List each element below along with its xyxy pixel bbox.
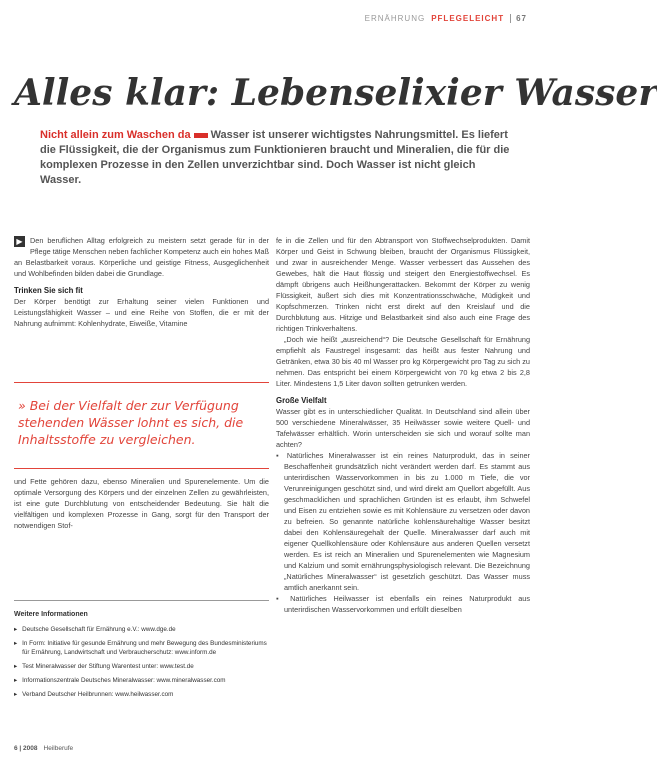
info-heading: Weitere Informationen <box>14 611 88 618</box>
left-column-continued <box>14 476 269 531</box>
info-box-rule <box>14 600 269 601</box>
lead-text: Wasser ist unserer wichtigstes Nahrungsmittel. Es liefert die Flüssigkeit, die der Organismus zum Funktionieren braucht und Mineralien, die für die komplexen Prozesse in den Zellen unverzichtbar sind. Doch Wasser ist nicht gleich Wasser. <box>40 129 510 186</box>
left-column <box>14 235 269 329</box>
list-item-text: Natürliches Heilwasser ist ebenfalls ein reines Naturprodukt aus unterirdischen Wasservorkommen und erfüllt dieselben <box>284 594 530 614</box>
bullet-icon: ▸ <box>14 640 18 647</box>
article-lead <box>40 128 510 188</box>
info-link[interactable]: Test Mineralwasser der Stiftung Warentest unter: www.test.de <box>22 663 194 670</box>
info-link[interactable]: In Form: Initiative für gesunde Ernährung und mehr Bewegung des Bundesministeriums für Ernährung, Landwirtschaft und Verbraucherschutz: www.inform.de <box>22 640 267 656</box>
info-item <box>14 676 269 685</box>
section2-heading: Große Vielfalt <box>276 396 327 405</box>
page-number: 67 <box>510 14 527 23</box>
list-item: ▪ Natürliches Mineralwasser ist ein reines Naturprodukt, das in seiner Beschaffenheit grundsätzlich nicht verändert werden darf. Es stammt aus unterirdischen Wasservorkommen in bis zu 1.000 m Tiefe, die vor Verunreinigungen geschützt sind, und wird direkt am Quellort abgefüllt. Aus geschmacklichen und sprachlichen Gründen ist es erlaubt, ihm Schwefel und Eisen zu entziehen sowie es mit Kohlensäure zu versetzen oder davon zu befreien. So genannte natürliche kohlensäurehaltige Wasser besitzt dabei den Kohlensäuregehalt der Quelle. Mineralwasser darf auch mit eigener Quellkohlensäure oder Kohlensäure aus anderen Quellen versetzt werden. Es ist reich an Mineralien und Spurenelementen wie Magnesium und Kalzium und somit ernährungsphysiologisch relevant. Die Bezeichnung „Natürliches Mineralwasser“ ist gesetzlich geschützt. Das Wasser muss amtlich anerkannt sein. <box>276 451 530 592</box>
list-item: ▪ Natürliches Heilwasser ist ebenfalls ein reines Naturprodukt aus unterirdischen Wasservorkommen und erfüllt dieselben <box>276 594 530 614</box>
subsection-label: PFLEGELEICHT <box>431 14 505 23</box>
info-link[interactable]: Verband Deutscher Heilbrunnen: www.heilwasser.com <box>22 691 174 698</box>
info-link[interactable]: Deutsche Gesellschaft für Ernährung e.V.: www.dge.de <box>22 626 176 633</box>
lead-dash <box>194 133 208 138</box>
right-paragraph-3: Wasser gibt es in unterschiedlicher Qualität. In Deutschland sind allein über 500 verschiedene Mineralwässer, 35 Heilwässer sowie weitere Quell- und Tafelwässer erhältlich. Worin unterscheiden sie sich und worauf sollte man achten? <box>276 407 530 449</box>
page-footer <box>14 745 73 752</box>
pull-quote: » Bei der Vielfalt der zur Verfügung stehenden Wässer lohnt es sich, die Inhaltsstoffe zu vergleichen. <box>14 382 269 448</box>
bullet-icon: ▸ <box>14 626 18 633</box>
bullet-list <box>276 450 530 615</box>
page-header <box>365 14 527 23</box>
section-label: ERNÄHRUNG <box>364 14 426 23</box>
article-title: Alles klar: Lebenselixier Wasser <box>14 72 657 114</box>
info-item <box>14 662 269 671</box>
footer-page: 6 | 2008 <box>14 745 38 752</box>
info-box <box>14 610 269 704</box>
bullet-icon: ▸ <box>14 663 18 670</box>
footer-brand: Heilberufe <box>43 745 74 752</box>
right-paragraph-1: fe in die Zellen und für den Abtransport von Stoffwechselprodukten. Damit Körper und Geist in Schwung bleiben, braucht der Organismus Flüssigkeit, und zwar in ausreichender Menge. Wasser verbessert das Aussehen des Gewebes, hält die Haut flüssig und steigert den Energiestoffwechsel. Es dämpft übrigens auch Heißhungerattacken. Bekommt der Körper zu wenig Flüssigkeit, äußert sich dies mit Konzentrationsschwäche, Müdigkeit und Kopfschmerzen. Trinken nicht erst direkt auf den Kreislauf und die Durchblutung aus. Hitzige und Belastbarkeit sind also auch eine Frage des richtigen Trinkverhaltens. <box>276 236 530 333</box>
bullet-icon: ▸ <box>14 691 18 698</box>
section1-text: Der Körper benötigt zur Erhaltung seiner vielen Funktionen und Leistungsfähigkeit Wasser – und eine Reihe von Stoffen, die er mit der Nahrung aufnimmt: Kohlenhydrate, Eiweiße, Vitamine <box>14 297 269 328</box>
info-link[interactable]: Informationszentrale Deutsches Mineralwasser: www.mineralwasser.com <box>22 677 226 684</box>
right-column <box>276 235 530 615</box>
right-paragraph-2: „Doch wie heißt „ausreichend“? Die Deutsche Gesellschaft für Ernährung empfiehlt als Faustregel insgesamt: das heißt aus fester Nahrung und Getränken, etwa 30 bis 40 ml Wasser pro kg Körpergewicht pro Tag zu sich zu nehmen. Das entspricht bei einem Körpergewicht von 70 kg etwa 2 bis 2,8 Liter. Mindestens 1,5 Liter davon sollten getrunken werden. <box>276 335 530 388</box>
arrow-right-icon: ▶ <box>14 236 25 247</box>
pull-quote-rule <box>14 468 269 469</box>
info-item <box>14 625 269 634</box>
bullet-icon: ▸ <box>14 677 18 684</box>
list-item-text: Natürliches Mineralwasser ist ein reines Naturprodukt, das in seiner Beschaffenheit grundsätzlich nicht verändert werden darf. Es stammt aus unterirdischen Wasservorkommen in bis zu 1.000 m Tiefe, die vor Verunreinigungen geschützt sind, und wird direkt am Quellort abgefüllt. Aus geschmacklichen und sprachlichen Gründen ist es erlaubt, ihm Schwefel und Eisen zu entziehen sowie es mit Kohlensäure zu versetzen oder davon zu befreien. So genannte natürliche kohlensäurehaltige Wasser besitzt dabei den Kohlensäuregehalt der Quelle. Mineralwasser darf auch mit eigener Quellkohlensäure oder Kohlensäure aus anderen Quellen versetzt werden. Es ist reich an Mineralien und Spurenelementen wie Magnesium und Kalzium und somit ernährungsphysiologisch relevant. Die Bezeichnung „Natürliches Mineralwasser“ ist gesetzlich geschützt. Das Wasser muss amtlich anerkannt sein. <box>284 451 530 592</box>
info-item <box>14 639 269 657</box>
section1-heading: Trinken Sie sich fit <box>14 286 83 295</box>
lead-kicker: Nicht allein zum Waschen da <box>40 129 191 141</box>
intro-paragraph: Den beruflichen Alltag erfolgreich zu meistern setzt gerade für in der Pflege tätige Menschen neben fachlicher Kompetenz auch ein hohes Maß an Belastbarkeit voraus. Körperliche und geistige Fitness, Ausgeglichenheit und Wohlbefinden bilden dabei die Grundlage. <box>14 236 269 278</box>
left-continued-text: und Fette gehören dazu, ebenso Mineralien und Spurenelemente. Um die optimale Versorgung des Körpers und der einzelnen Zellen zu gewährleisten, ist eine gute Durchblutung von entscheidender Bedeutung. Sie hält die vielfältigen und komplexen Prozesse in Gang, sorgt für den Transport der notwendigen Stof- <box>14 477 269 530</box>
info-item <box>14 690 269 699</box>
